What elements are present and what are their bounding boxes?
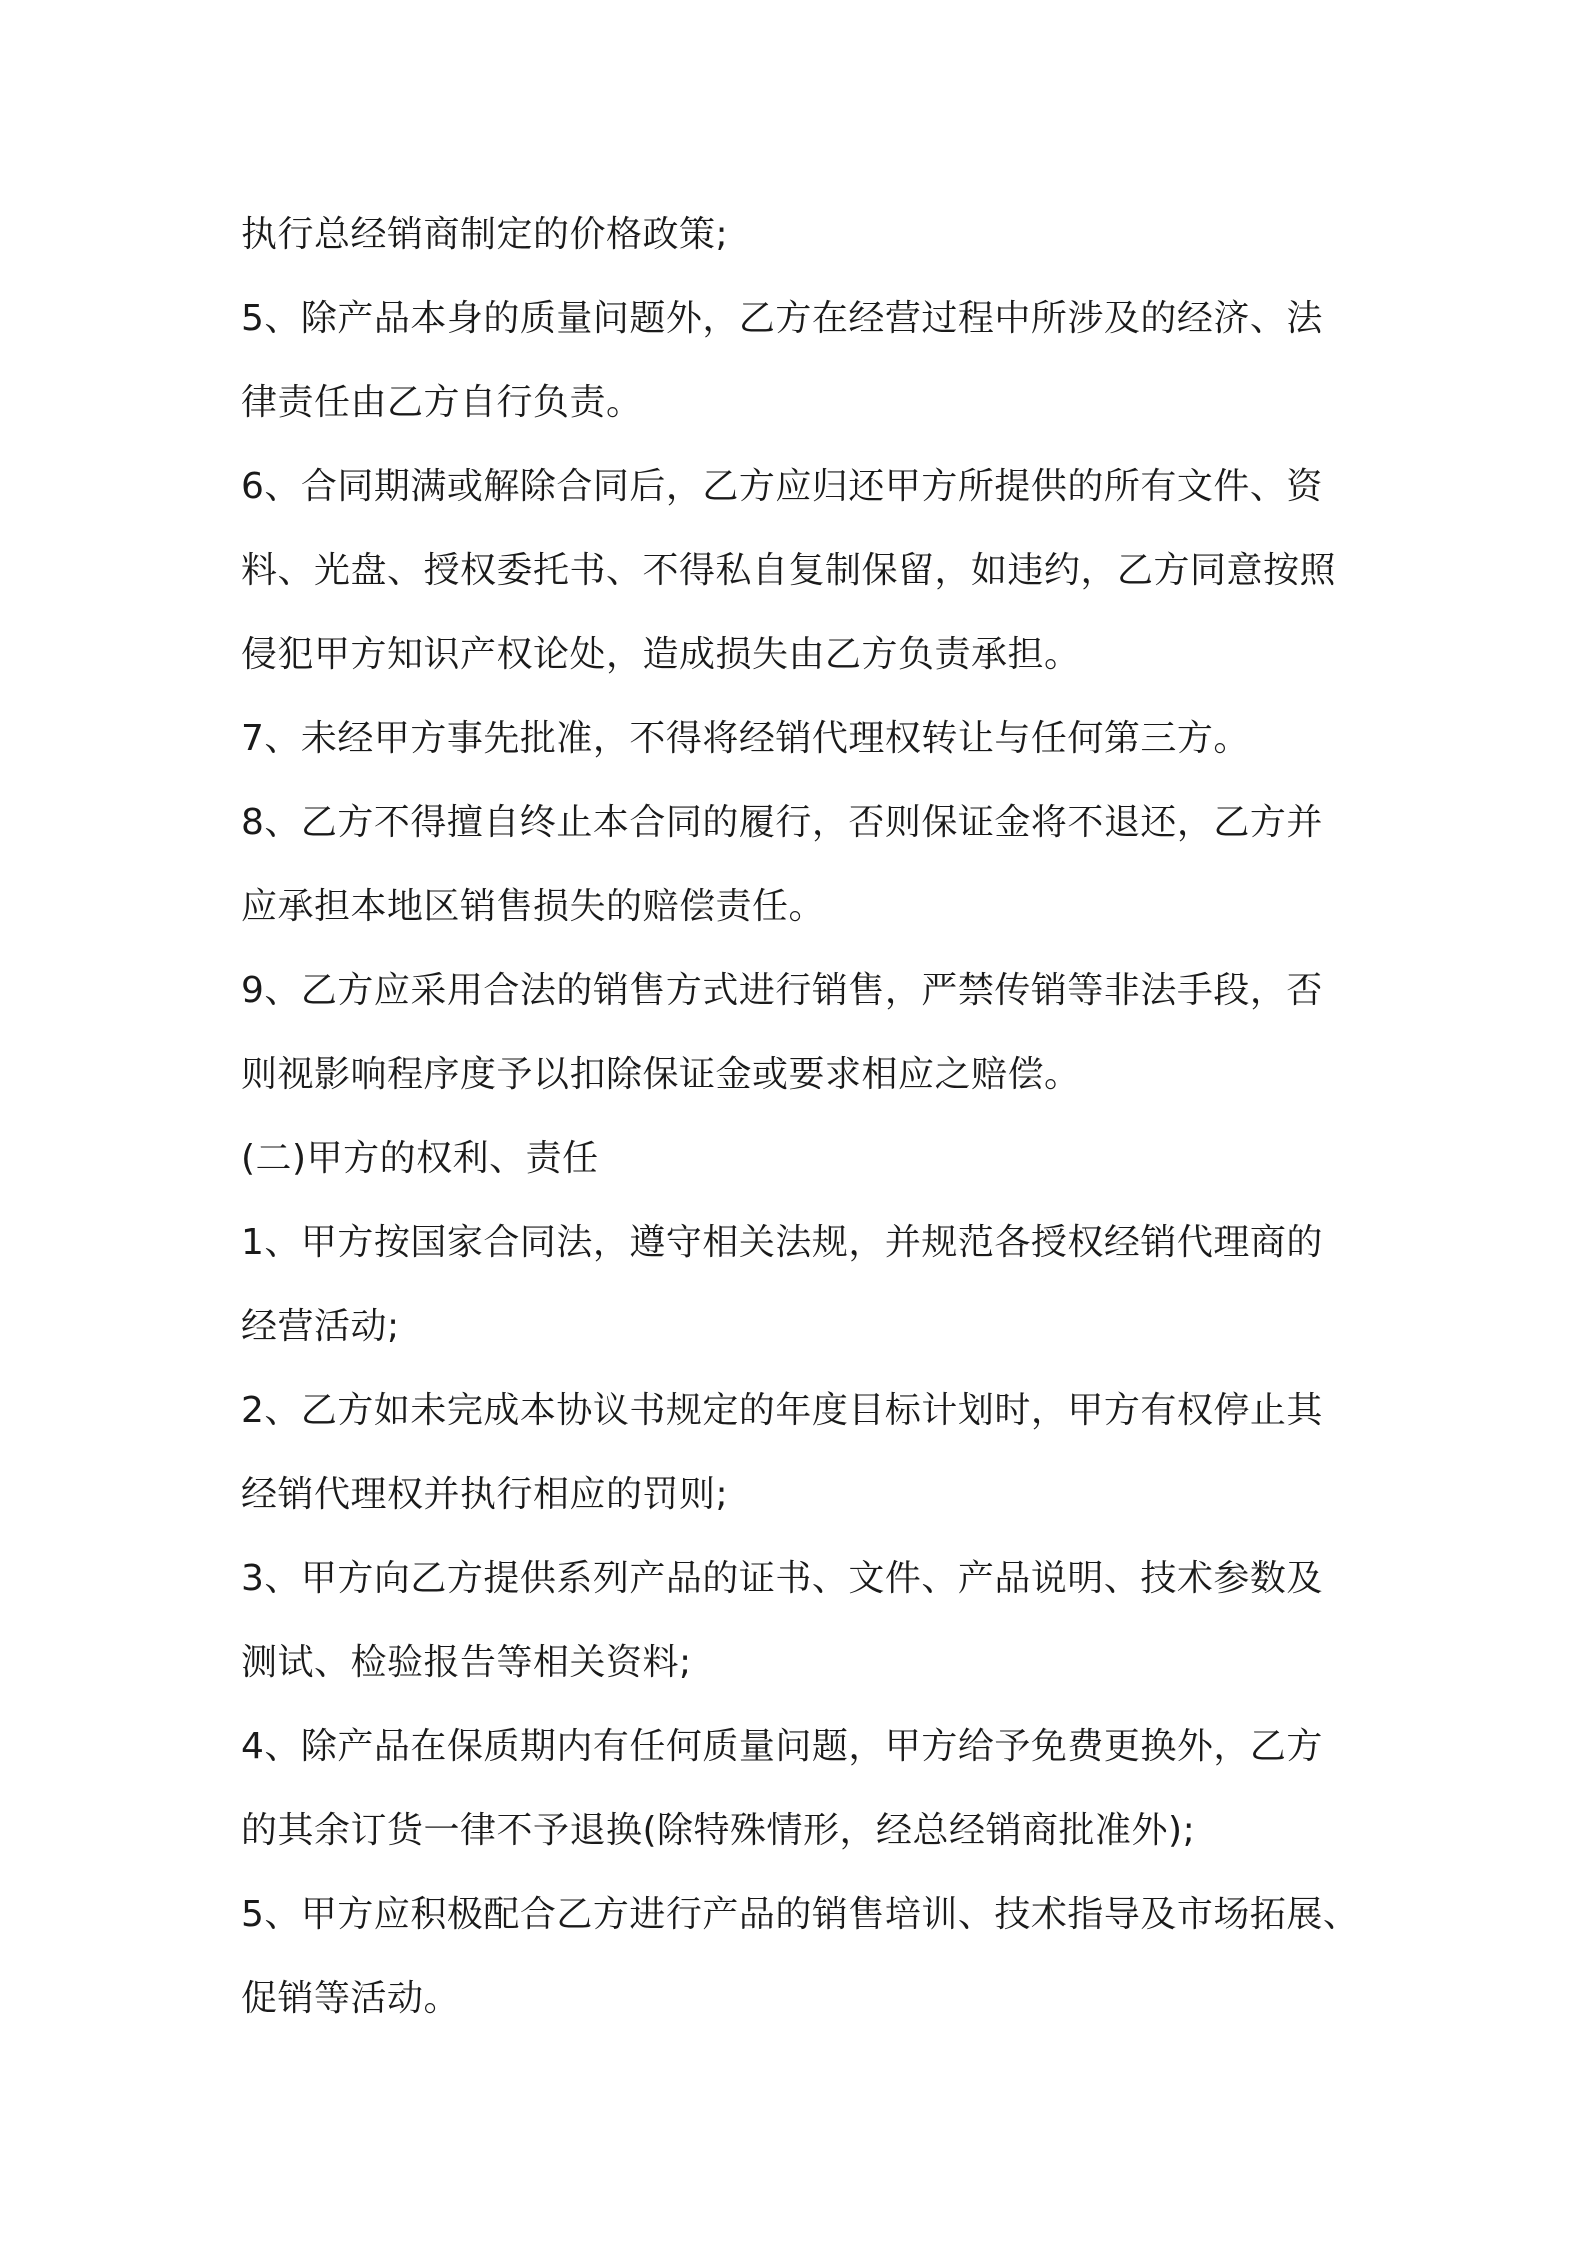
text-line: 5、除产品本身的质量问题外，乙方在经营过程中所涉及的经济、法	[241, 298, 1323, 339]
text-line: 2、乙方如未完成本协议书规定的年度目标计划时，甲方有权停止其	[241, 1390, 1323, 1431]
text-line: 经销代理权并执行相应的罚则;	[241, 1474, 729, 1515]
text-line: 执行总经销商制定的价格政策;	[241, 214, 729, 255]
section-heading: (二)甲方的权利、责任	[241, 1138, 599, 1179]
text-line: 5、甲方应积极配合乙方进行产品的销售培训、技术指导及市场拓展、	[241, 1894, 1360, 1935]
text-line: 侵犯甲方知识产权论处，造成损失由乙方负责承担。	[241, 634, 1081, 675]
text-line: 4、除产品在保质期内有任何质量问题，甲方给予免费更换外，乙方	[241, 1726, 1323, 1767]
text-line: 测试、检验报告等相关资料;	[241, 1642, 692, 1683]
text-line: 6、合同期满或解除合同后，乙方应归还甲方所提供的所有文件、资	[241, 466, 1323, 507]
text-line: 料、光盘、授权委托书、不得私自复制保留，如违约，乙方同意按照	[241, 550, 1337, 591]
text-line: 9、乙方应采用合法的销售方式进行销售，严禁传销等非法手段，否	[241, 970, 1323, 1011]
text-line: 促销等活动。	[241, 1978, 461, 2019]
text-line: 律责任由乙方自行负责。	[241, 382, 643, 423]
text-line: 8、乙方不得擅自终止本合同的履行，否则保证金将不退还，乙方并	[241, 802, 1323, 843]
text-line: 应承担本地区销售损失的赔偿责任。	[241, 886, 826, 927]
text-line: 3、甲方向乙方提供系列产品的证书、文件、产品说明、技术参数及	[241, 1558, 1323, 1599]
text-line: 则视影响程序度予以扣除保证金或要求相应之赔偿。	[241, 1054, 1081, 1095]
text-line: 的其余订货一律不予退换(除特殊情形，经总经销商批准外);	[241, 1810, 1196, 1851]
text-line: 经营活动;	[241, 1306, 400, 1347]
document-body	[241, 193, 1361, 2041]
text-line: 7、未经甲方事先批准，不得将经销代理权转让与任何第三方。	[241, 718, 1250, 759]
text-line: 1、甲方按国家合同法，遵守相关法规，并规范各授权经销代理商的	[241, 1222, 1323, 1263]
